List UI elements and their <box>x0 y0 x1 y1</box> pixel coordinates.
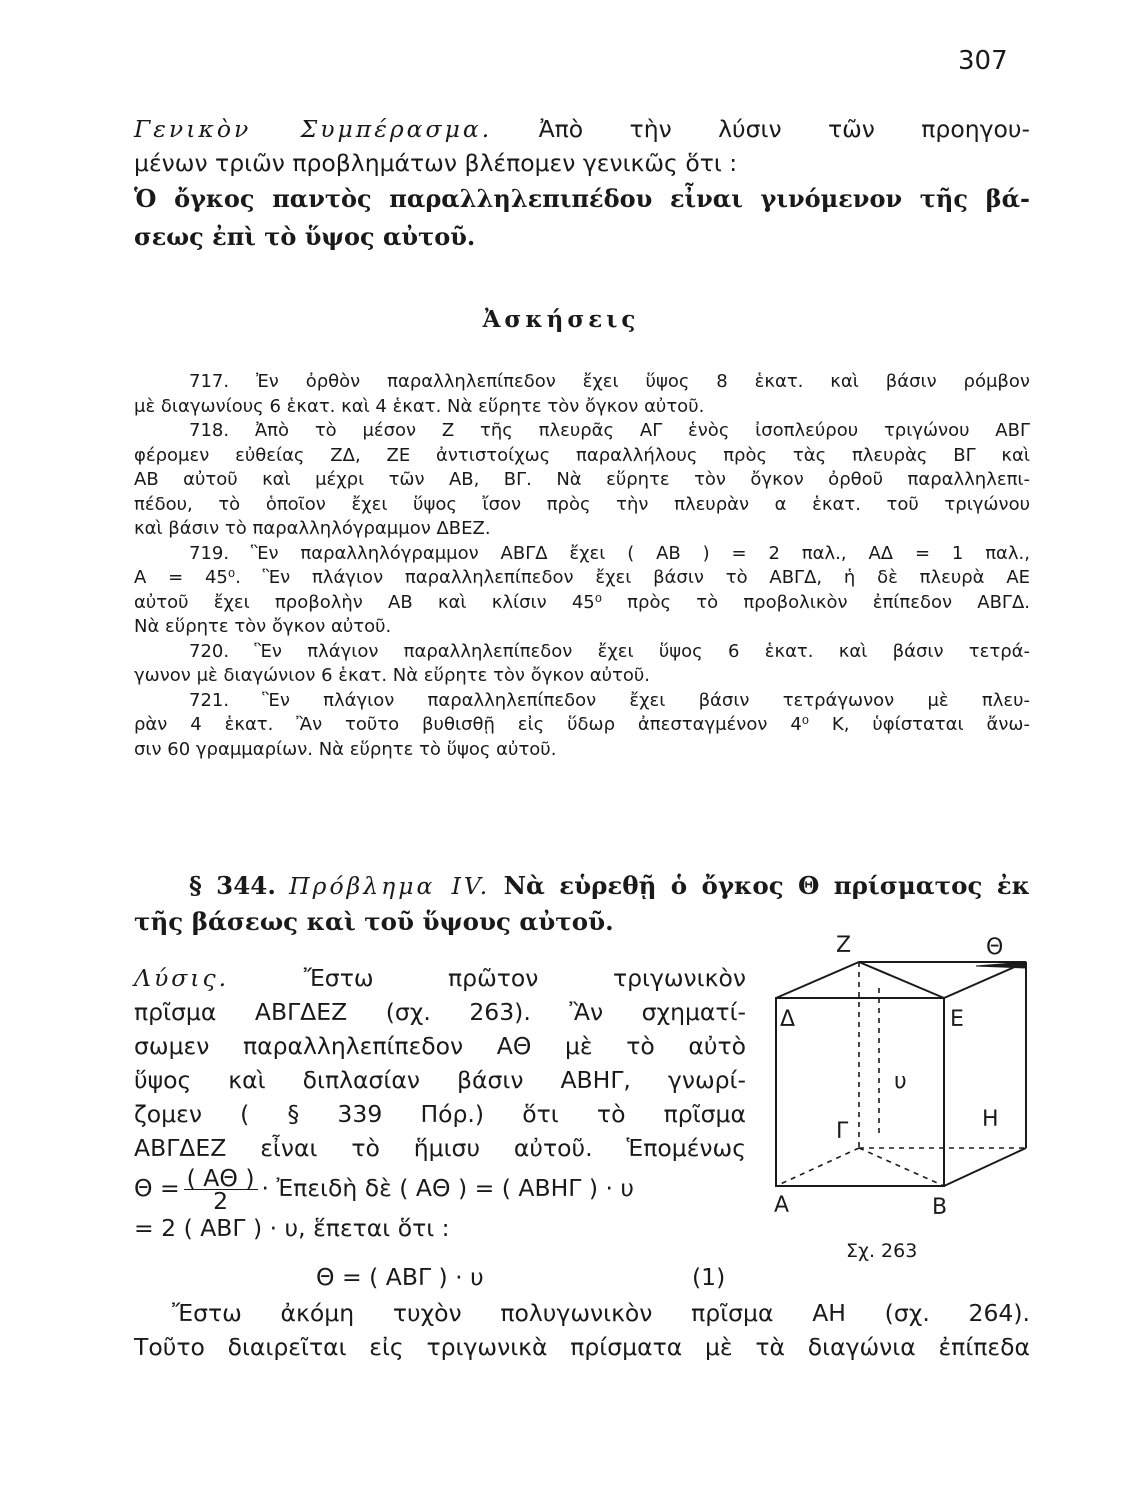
exercise-720: 720. Ἓν πλάγιον παραλληλεπίπεδον ἔχει ὕψος 6 ἑκατ. καὶ βάσιν τετρά- γωνον μὲ διαγώνιον 6 ἑκατ. Νὰ εὕρητε τὸν ὄγκον αὐτοῦ. <box>134 640 1030 686</box>
closing-paragraph: Ἔστω ἀκόμη τυχὸν πολυγωνικὸν πρῖσμα ΑΗ (σχ. 264). Τοῦτο διαιρεῖται εἰς τριγωνικὰ πρίσματα μὲ τὰ διαγώνια ἐπίπεδα <box>134 1299 1030 1361</box>
solution-line-1: Λύσις. Ἔστω πρῶτον τριγωνικὸν <box>134 964 746 992</box>
label-upsilon: υ <box>894 1069 907 1094</box>
solution-paragraph: Λύσις. Ἔστω πρῶτον τριγωνικὸν πρῖσμα ΑΒΓΔΕΖ (σχ. 263). Ἂν σχηματί- σωμεν παραλληλεπίπεδον ΑΘ μὲ τὸ αὐτὸ ὕψος καὶ διπλασίαν βάσιν ΑΒΗΓ, γνωρί- ζομεν ( § 339 Πόρ.) ὅτι τὸ πρῖσμα ΑΒΓΔΕΖ εἶναι τὸ ἥμισυ αὐτοῦ. Ἑπομένως Θ = $\frac{( A\Theta )}{2}$ · Ἐπειδὴ δὲ ( ΑΘ ) = ( ΑΒΗΓ ) · υ = 2 ( ΑΒΓ ) · υ, ἕπεται ὅτι : <box>134 961 746 1245</box>
exercise-719: 719. Ἓν παραλληλόγραμμον ΑΒΓΔ ἔχει ( ΑΒ ) = 2 παλ., ΑΔ = 1 παλ., Α = 45⁰. Ἓν πλάγιον παραλληλεπίπεδον ἔχει βάσιν τὸ ΑΒΓΔ, ἡ δὲ πλευρὰ ΑΕ αὐτοῦ ἔχει προβολὴν ΑΒ καὶ κλίσιν 45⁰ πρὸς τὸ προβολικὸν ἐπίπεδον ΑΒΓΔ. Νὰ εὕρητε τὸν ὄγκον αὐτοῦ. <box>134 542 1030 637</box>
section-title-line-1: § 344. Πρόβλημα IV. Νὰ εὑρεθῇ ὁ ὄγκος Θ πρίσματος ἐκ <box>189 871 1030 900</box>
bottom-right-edge <box>944 1148 1026 1186</box>
problem-label: Πρόβλημα IV. <box>289 872 491 900</box>
conclusion-bold-line-2: σεως ἐπὶ τὸ ὕψος αὐτοῦ. <box>134 222 476 251</box>
exercise-721: 721. Ἓν πλάγιον παραλληλεπίπεδον ἔχει βάσιν τετράγωνον μὲ πλευ- ρὰν 4 ἑκατ. Ἂν τοῦτο βυθισθῇ εἰς ὕδωρ ἀπεσταγμένον 4⁰ Κ, ὑφίσταται ἄνω- σιν 60 γραμμαρίων. Νὰ εὕρητε τὸ ὕψος αὐτοῦ. <box>134 689 1030 760</box>
conclusion-paragraph <box>134 112 1030 256</box>
label-Theta: Θ <box>986 935 1004 960</box>
top-diagonal <box>859 962 944 998</box>
fraction: $\frac{( A\Theta )}{2}$ <box>184 1167 258 1212</box>
page-number: 307 <box>958 46 1008 76</box>
label-B: Β <box>932 1195 948 1220</box>
conclusion-line-2: μένων τριῶν προβλημάτων βλέπομεν γενικῶς ὅτι : <box>134 149 738 177</box>
formula-line: Θ = $\frac{( A\Theta )}{2}$ · Ἐπειδὴ δὲ ( ΑΘ ) = ( ΑΒΗΓ ) · υ <box>134 1164 634 1215</box>
hidden-base-diagonal <box>859 1148 944 1186</box>
prism-figure <box>764 926 1034 1226</box>
label-Delta: Δ <box>780 1007 796 1032</box>
label-A: Α <box>774 1193 790 1218</box>
equation: Θ = ( ΑΒΓ ) · υ <box>316 1263 484 1291</box>
section-title-line-2: τῆς βάσεως καὶ τοῦ ὕψους αὐτοῦ. <box>134 907 614 936</box>
exercises-list <box>134 370 1030 762</box>
hidden-left-edge <box>776 1148 859 1186</box>
figure-caption: Σχ. 263 <box>846 1240 918 1262</box>
section-number: § 344. <box>189 871 276 900</box>
conclusion-bold-line-1: Ὁ ὄγκος παντὸς παραλληλεπιπέδου εἶναι γινόμενον τῆς βά- <box>134 184 1030 213</box>
front-face <box>776 998 944 1186</box>
solution-label: Λύσις. <box>134 964 230 992</box>
label-Z: Ζ <box>836 933 852 958</box>
label-H: Η <box>982 1107 999 1132</box>
exercise-717: 717. Ἐν ὀρθὸν παραλληλεπίπεδον ἔχει ὕψος 8 ἑκατ. καὶ βάσιν ρόμβον μὲ διαγωνίους 6 ἑκατ. καὶ 4 ἑκατ. Νὰ εὕρητε τὸν ὄγκον αὐτοῦ. <box>134 371 1030 417</box>
conclusion-line-1: Γενικὸν Συμπέρασμα. Ἀπὸ τὴν λύσιν τῶν προηγου- <box>134 115 1030 143</box>
exercises-heading: Ἀσκήσεις <box>482 306 640 333</box>
conclusion-label: Γενικὸν Συμπέρασμα. <box>134 115 493 143</box>
label-Gamma: Γ <box>836 1119 849 1144</box>
equation-number: (1) <box>692 1263 726 1291</box>
exercise-718: 718. Ἀπὸ τὸ μέσον Ζ τῆς πλευρᾶς ΑΓ ἑνὸς ἰσοπλεύρου τριγώνου ΑΒΓ φέρομεν εὐθείας ΖΔ, ΖΕ ἀντιστοίχως παραλλήλους πρὸς τὰς πλευρὰς ΒΓ καὶ ΑΒ αὐτοῦ καὶ μέχρι τῶν ΑΒ, ΒΓ. Νὰ εὕρητε τὸν ὄγκον ὀρθοῦ παραλληλεπι- πέδου, τὸ ὁποῖον ἔχει ὕψος ἴσον πρὸς τὴν πλευρὰν α ἑκατ. τοῦ τριγώνου καὶ βάσιν τὸ παραλληλόγραμμον ΔΒΕΖ. <box>134 420 1030 539</box>
label-E: Ε <box>950 1007 964 1032</box>
